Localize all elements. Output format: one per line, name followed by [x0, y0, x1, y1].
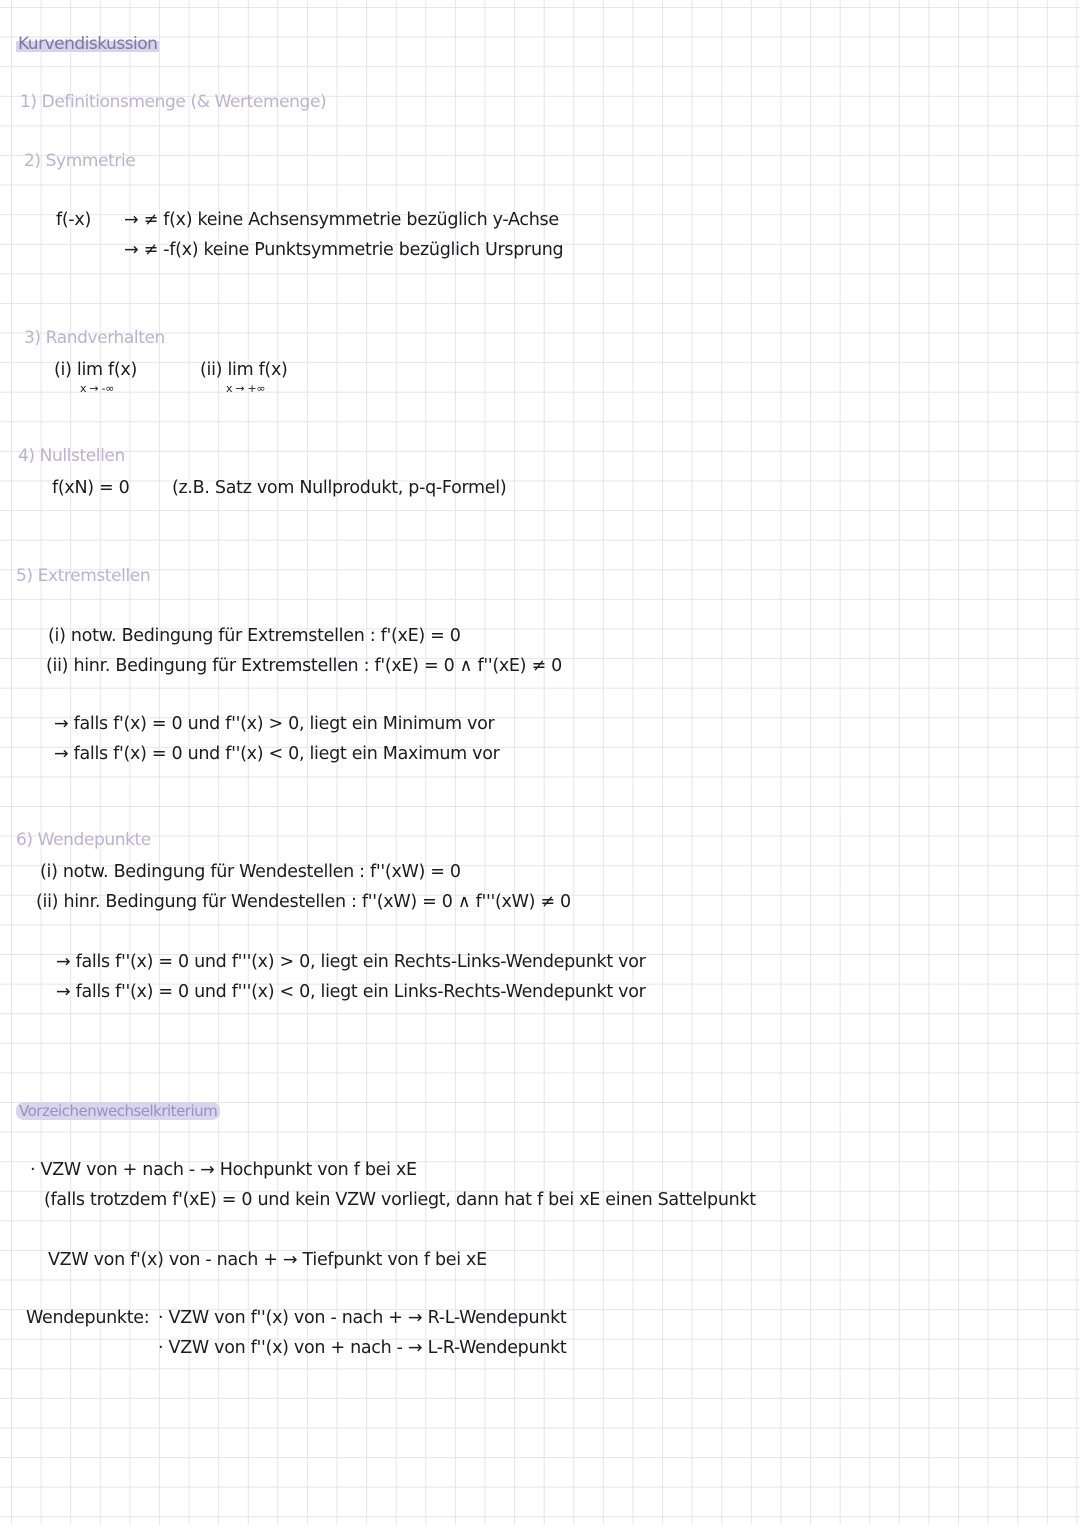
extrema-maximum-rule: → falls f'(x) = 0 und f''(x) < 0, liegt ein Maximum vor [54, 744, 500, 764]
section-heading-extremstellen: 5) Extremstellen [16, 566, 151, 586]
limit-plus-infinity [200, 362, 288, 394]
limit-label: (i) lim f(x) [54, 360, 137, 380]
inflection-rl-rule: → falls f''(x) = 0 und f'''(x) > 0, liegt ein Rechts-Links-Wendepunkt vor [56, 952, 646, 972]
extrema-sufficient-condition: (ii) hinr. Bedingung für Extremstellen : f'(xE) = 0 ∧ f''(xE) ≠ 0 [46, 656, 562, 676]
limit-label: (ii) lim f(x) [200, 360, 288, 380]
limit-minus-infinity [54, 362, 137, 394]
section-heading-nullstellen: 4) Nullstellen [18, 446, 125, 466]
limit-subscript: x → -∞ [80, 381, 115, 395]
zero-formula: f(xN) = 0 [52, 478, 130, 498]
extrema-minimum-rule: → falls f'(x) = 0 und f''(x) > 0, liegt ein Minimum vor [54, 714, 495, 734]
inflection-lr-rule: → falls f''(x) = 0 und f'''(x) < 0, liegt ein Links-Rechts-Wendepunkt vor [56, 982, 646, 1002]
limit-subscript: x → +∞ [226, 381, 266, 395]
section-heading-wendepunkte: 6) Wendepunkte [16, 830, 151, 850]
inflection-sufficient-condition: (ii) hinr. Bedingung für Wendestellen : f''(xW) = 0 ∧ f'''(xW) ≠ 0 [36, 892, 571, 912]
section-heading-definitionsmenge: 1) Definitionsmenge (& Wertemenge) [20, 92, 327, 112]
symmetry-point-line: → ≠ -f(x) keine Punktsymmetrie bezüglich Ursprung [124, 240, 564, 260]
zero-note: (z.B. Satz vom Nullprodukt, p-q-Formel) [172, 478, 507, 498]
section-heading-symmetrie: 2) Symmetrie [24, 151, 136, 171]
symmetry-lead: f(-x) [56, 210, 91, 230]
page-title: Kurvendiskussion [18, 34, 158, 54]
extrema-necessary-condition: (i) notw. Bedingung für Extremstellen : f'(xE) = 0 [48, 626, 461, 646]
vzw-hochpunkt-line: · VZW von + nach - → Hochpunkt von f bei xE [30, 1160, 417, 1180]
section-heading-vorzeichenwechselkriterium: Vorzeichenwechselkriterium [16, 1102, 220, 1120]
symmetry-axis-line: → ≠ f(x) keine Achsensymmetrie bezüglich y-Achse [124, 210, 559, 230]
vzw-lr-wendepunkt-line: · VZW von f''(x) von + nach - → L-R-Wendepunkt [158, 1338, 567, 1358]
vzw-tiefpunkt-line: VZW von f'(x) von - nach + → Tiefpunkt von f bei xE [48, 1250, 487, 1270]
inflection-necessary-condition: (i) notw. Bedingung für Wendestellen : f''(xW) = 0 [40, 862, 461, 882]
section-heading-randverhalten: 3) Randverhalten [24, 328, 165, 348]
vzw-rl-wendepunkt-line: · VZW von f''(x) von - nach + → R-L-Wendepunkt [158, 1308, 567, 1328]
vzw-sattelpunkt-note: (falls trotzdem f'(xE) = 0 und kein VZW vorliegt, dann hat f bei xE einen Sattelpunkt [44, 1190, 756, 1210]
vzw-wendepunkte-label: Wendepunkte: [26, 1308, 150, 1328]
